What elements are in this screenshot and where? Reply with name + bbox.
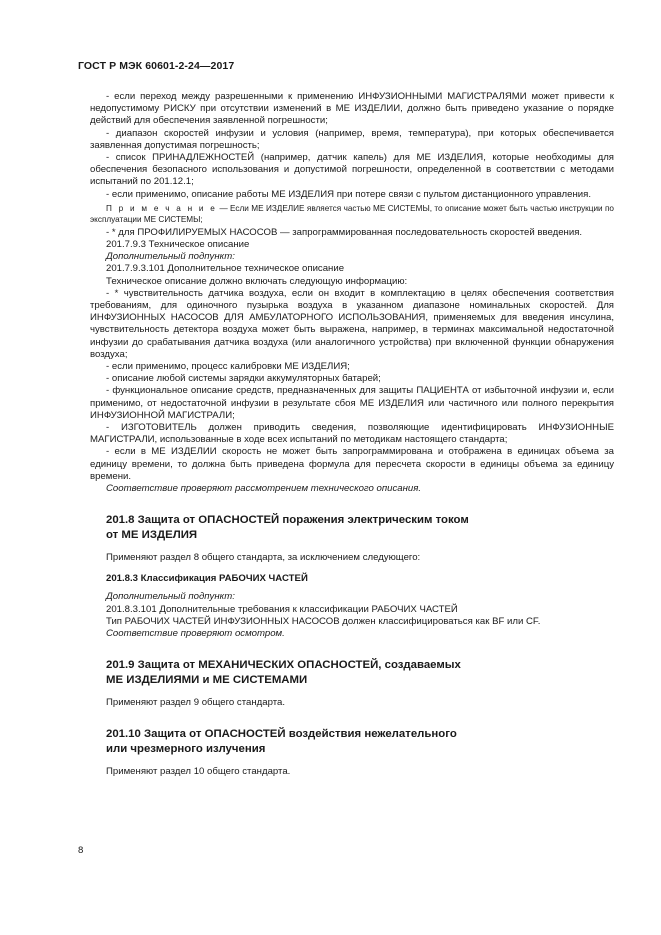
paragraph-intro: Техническое описание должно включать следующую информацию: <box>106 275 408 287</box>
compliance-technical-description: Соответствие проверяют рассмотрением технического описания. <box>106 483 422 495</box>
section-heading-201-8-line2: от МЕ ИЗДЕЛИЯ <box>106 528 198 541</box>
page-content <box>90 91 614 778</box>
page-number: 8 <box>78 845 84 856</box>
paragraph-section-8: Применяют раздел 8 общего стандарта, за исключением следующего: <box>106 552 421 564</box>
document-header-code: ГОСТ Р МЭК 60601-2-24—2017 <box>78 60 235 72</box>
section-heading-201-10 <box>106 727 614 756</box>
list-item-manufacturer-lines: - ИЗГОТОВИТЕЛЬ должен приводить сведения, позволяющие идентифицировать ИНФУЗИОННЫЕ МАГИСТРАЛИ, использованные в ходе всех испытаний по методикам настоящего стандарта; <box>90 422 614 446</box>
paragraph-section-10: Применяют раздел 10 общего стандарта. <box>106 765 291 777</box>
section-heading-201-9-line2: МЕ ИЗДЕЛИЯМИ и МЕ СИСТЕМАМИ <box>106 673 308 686</box>
section-heading-201-8-line1: 201.8 Защита от ОПАСНОСТЕЙ поражения электрическим током <box>106 514 469 527</box>
paragraph-remote-control: - если применимо, описание работы МЕ ИЗДЕЛИЯ при потере связи с пультом дистанционного управления. <box>106 188 591 200</box>
note-text: — Если МЕ ИЗДЕЛИЕ является частью МЕ СИСТЕМЫ, то описание может быть частью инструкции по эксплуатации МЕ СИСТЕМЫ; <box>90 203 614 224</box>
subclause-201-8-3-101: 201.8.3.101 Дополнительные требования к классификации РАБОЧИХ ЧАСТЕЙ <box>106 603 458 615</box>
note <box>90 203 614 225</box>
note-label: П р и м е ч а н и е <box>106 203 218 213</box>
section-heading-201-10-line1: 201.10 Защита от ОПАСНОСТЕЙ воздействия нежелательного <box>106 728 457 741</box>
section-heading-201-9 <box>106 658 614 687</box>
additional-subclause-label: Дополнительный подпункт: <box>106 251 235 263</box>
paragraph-profile-pumps: - * для ПРОФИЛИРУЕМЫХ НАСОСОВ — запрограммированная последовательность скоростей введения. <box>106 226 583 238</box>
paragraph-applied-part-type: Тип РАБОЧИХ ЧАСТЕЙ ИНФУЗИОННЫХ НАСОСОВ должен классифицироваться как BF или CF. <box>106 615 541 627</box>
section-heading-201-9-line1: 201.9 Защита от МЕХАНИЧЕСКИХ ОПАСНОСТЕЙ, создаваемых <box>106 659 461 672</box>
clause-technical-description: 201.7.9.3 Техническое описание <box>106 239 250 251</box>
section-heading-201-8 <box>106 513 614 542</box>
additional-subclause-label-2: Дополнительный подпункт: <box>106 591 235 603</box>
section-heading-201-10-line2: или чрезмерного излучения <box>106 742 266 755</box>
paragraph-section-9: Применяют раздел 9 общего стандарта. <box>106 696 285 708</box>
list-item-calibration: - если применимо, процесс калибровки МЕ ИЗДЕЛИЯ; <box>106 361 350 373</box>
list-item-protection: - функциональное описание средств, предназначенных для защиты ПАЦИЕНТА от избыточной инфузии и, если применимо, от недостаточной инфузии в результате сбоя МЕ ИЗДЕЛИЯ или частичного или полного перекрытия ИНФУЗИОННОЙ МАГИСТРАЛИ; <box>90 385 614 421</box>
paragraph-rate-range: - диапазон скоростей инфузии и условия (например, время, температура), при которых обеспечивается заявленная допустимая погрешность; <box>90 127 614 151</box>
paragraph-accessories: - список ПРИНАДЛЕЖНОСТЕЙ (например, датчик капель) для МЕ ИЗДЕЛИЯ, которые необходимы для обеспечения безопасного использования и допустимой погрешности, определенной в соответствии с методами испытаний по 201.12.1; <box>90 152 614 188</box>
subsection-heading-201-8-3: 201.8.3 Классификация РАБОЧИХ ЧАСТЕЙ <box>106 573 308 585</box>
paragraph-transition-lines: - если переход между разрешенными к применению ИНФУЗИОННЫМИ МАГИСТРАЛЯМИ может привести к недопустимому РИСКУ при отсутствии изменений в МЕ ИЗДЕЛИИ, должно быть приведено указание о порядке действий для обеспечения заявленной погрешности; <box>90 91 614 127</box>
list-item-air-sensor: - * чувствительность датчика воздуха, если он входит в комплектацию в целях обеспечения соответствия требованиям, для одиночного пузырька воздуха в указанном диапазоне номинальных скоростей. Для ИНФУЗИОННЫХ НАСОСОВ ДЛЯ АМБУЛАТОРНОГО ИСПОЛЬЗОВАНИЯ, применяемых для введения инсулина, чувствительность детектора воздуха может быть выражена, например, в терминах максимальной недостаточной инфузии до срабатывания датчика воздуха (или аналогичного устройства) при включенной функции обнаружения воздуха; <box>90 287 614 360</box>
subclause-additional-technical-description: 201.7.9.3.101 Дополнительное техническое описание <box>106 263 345 275</box>
compliance-inspection: Соответствие проверяют осмотром. <box>106 627 285 639</box>
list-item-battery-charging: - описание любой системы зарядки аккумуляторных батарей; <box>106 373 381 385</box>
list-item-rate-formula: - если в МЕ ИЗДЕЛИИ скорость не может быть запрограммирована и отображена в единицах объема за единицу времени, то должна быть приведена формула для пересчета скорости в единицы объема за единицу времени. <box>90 446 614 482</box>
